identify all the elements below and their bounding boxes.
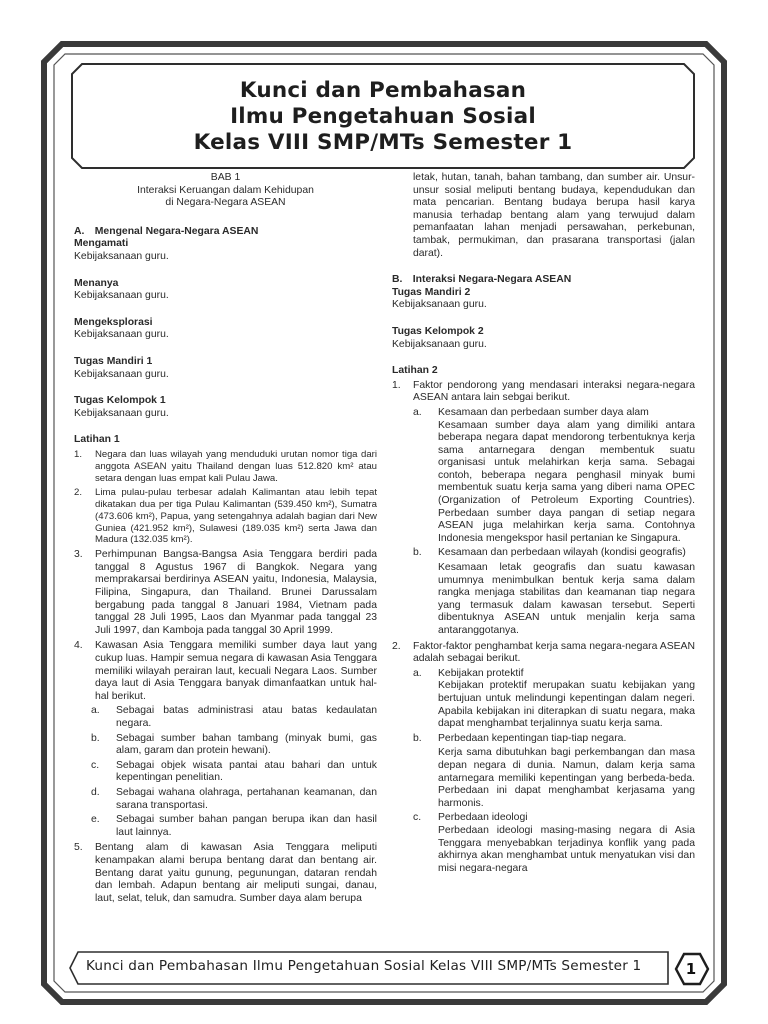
list-item: 3. Perhimpunan Bangsa-Bangsa Asia Tenggara berdiri pada tanggal 8 Agustus 1967 di Bangkok. Negara yang memprakarsai berdirinya ASEAN yaitu, Indonesia, Malaysia, Filipina, Singapura, dan Thailand. Brunei Darussalam bergabung pada tanggal 8 Januari 1984, Vietnam pada tanggal 28 Juli 1995, Laos dan Myanmar pada tanggal 23 Juli 1997, dan Kamboja pada tanggal 30 April 1999. bbox=[74, 549, 377, 636]
latihan-2-item-2: Faktor-faktor penghambat kerja sama negara-negara ASEAN adalah sebagai berikut. bbox=[413, 640, 695, 665]
item-1b-body: Kesamaan letak geografis dan suatu kawasan umumnya menimbulkan bentuk kerja sama dalam rangka menjaga stabilitas dan keamanan tiap negara yang termasuk dalam kawasan tersebut. Seperti dibentuknya ASEAN untuk menjalin kerja sama antaranggotanya. bbox=[438, 562, 695, 636]
latihan-1-item-5: Bentang alam di kawasan Asia Tenggara meliputi kenampakan alami berupa bentang darat dan bentang air. Bentang darat yaitu gunung, pegunungan, dataran rendah dan lembah. Adapun bentang air meliputi sungai, danau, laut, selat, teluk, dan samudra. Sumber daya alam berupa bbox=[95, 842, 377, 904]
title-line-2: Ilmu Pengetahuan Sosial bbox=[230, 104, 536, 129]
section-a-heading: A. Mengenal Negara-Negara ASEAN bbox=[74, 225, 259, 237]
list-item: 1. Negara dan luas wilayah yang menduduki urutan nomor tiga dari anggota ASEAN yaitu Thailand dengan luas 512.820 km² atau setara dengan luas empat kali Pulau Jawa. bbox=[74, 448, 377, 484]
chapter-number: BAB 1 bbox=[210, 172, 241, 183]
section-b-heading: B. Interaksi Negara-Negara ASEAN bbox=[392, 274, 572, 286]
item-4b: Sebagai sumber bahan tambang (minyak bumi, gas alam, garam dan protein hewani). bbox=[116, 732, 377, 757]
item-1a-body: Kesamaan sumber daya alam yang dimiliki antara beberapa negara dapat mendorong terbentuknya kerja sama antarnegara dengan membentuk suatu organisasi untuk melahirkan kerja sama. Sebagai contoh, beberapa negara penghasil minyak bumi membentuk suatu kerja sama yang diberi nama OPEC (Organization of Petroleum Exporting Countries). Perbedaan sumber daya pangan di setiap negara ASEAN juga melahirkan kerja sama. Contohnya Indonesia mengekspor hasil pertanian ke Singapura. bbox=[438, 419, 695, 544]
page-number: 1 bbox=[685, 960, 697, 978]
list-item: b. Kesamaan dan perbedaan wilayah (kondisi geografis) Kesamaan letak geografis dan suatu kawasan umumnya menimbulkan bentuk kerja sama dalam rangka menjaga stabilitas dan keamanan tiap negara yang termasuk dalam kawasan tersebut. Seperti dibentuknya ASEAN untuk menjalin kerja sama antaranggotanya. bbox=[413, 547, 695, 636]
left-column bbox=[74, 172, 377, 905]
tugas-mandiri-2-heading: Tugas Mandiri 2 bbox=[392, 286, 471, 298]
tugas-kelompok-2-answer: Kebijaksanaan guru. bbox=[392, 338, 487, 350]
mengeksplorasi-heading: Mengeksplorasi bbox=[74, 316, 153, 328]
list-item: b. Perbedaan kepentingan tiap-tiap negara. Kerja sama dibutuhkan bagi perkembangan dan masa depan negara di dunia. Namun, dalam kerja sama antarnegara memiliki kepentingan yang berbeda-beda. Perbedaan ini dapat menghambat kerjasama yang harmonis. bbox=[413, 732, 695, 809]
tugas-mandiri-2-answer: Kebijaksanaan guru. bbox=[392, 299, 487, 311]
tugas-kelompok-2-heading: Tugas Kelompok 2 bbox=[392, 325, 484, 337]
mengamati-answer: Kebijaksanaan guru. bbox=[74, 250, 169, 262]
list-item: 4. Kawasan Asia Tenggara memiliki sumber daya laut yang cukup luas. Hampir semua negara di kawasan Asia Tenggara memiliki wilayah perairan laut, kecuali Negara Laos. Sumber daya laut di Asia Tenggara banyak dimanfaatkan untuk hal-hal berikut. a. Sebagai batas administrasi atau batas kedaulatan negara. b. Sebagai sumber bahan tambang (minyak bumi, gas alam, garam dan protein hewani). c. Sebagai objek wisata pantai atau bahari dan untuk kepentingan penelitian. d. Sebagai wahana olahraga, pertahanan keamanan, dan sarana transportasi. e. Sebagai sumber bahan pangan berupa ikan dan hasil laut lainnya. bbox=[74, 640, 377, 838]
chapter-title-line-1: Interaksi Keruangan dalam Kehidupan bbox=[137, 184, 314, 196]
document-title bbox=[72, 66, 694, 166]
menanya-heading: Menanya bbox=[74, 277, 119, 289]
latihan-1-item-1: Negara dan luas wilayah yang menduduki urutan nomor tiga dari anggota ASEAN yaitu Thailand dengan luas 512.820 km² atau setara dengan luas empat kali Pulau Jawa. bbox=[95, 448, 377, 484]
list-item: 2. Lima pulau-pulau terbesar adalah Kalimantan atau lebih tepat dikatakan dua per tiga Pulau Kalimantan (539.450 km²), Sumatra (473.606 km²), Papua, yang setengahnya adalah bagian dari New Guniea (421.952 km²), Sulawesi (189.035 km²) serta Jawa dan Madura (132.035 km²). bbox=[74, 487, 377, 546]
tugas-mandiri-1-heading: Tugas Mandiri 1 bbox=[74, 355, 153, 367]
list-item: 2. Faktor-faktor penghambat kerja sama negara-negara ASEAN adalah sebagai berikut. a. Kebijakan protektif Kebijakan protektif merupakan suatu kebijakan yang bertujuan untuk melindungi kepentingan dalam negeri. Apabila kebijakan ini diterapkan di suatu negara, maka dapat menghambat terjalinnya suatu kerja sama. b. Perbedaan kepentingan tiap-tiap negara. Kerja sama dibutuhkan bagi perkembangan dan masa depan negara di dunia. Namun, dalam kerja sama antarnegara memiliki kepentingan yang berbeda-beda. Perbedaan ini dapat menghambat kerjasama yang harmonis. c. Perbedaan ideologi Perbedaan ideologi masing-masing negara di Asia Tenggara menyebabkan terjadinya konflik yang pada akhirnya akan menghambat untuk menyatukan visi dan misi negara-negara bbox=[392, 640, 695, 874]
right-column bbox=[392, 172, 695, 875]
latihan-1-item-4: Kawasan Asia Tenggara memiliki sumber daya laut yang cukup luas. Hampir semua negara di kawasan Asia Tenggara memiliki wilayah perairan laut, kecuali Negara Laos. Sumber daya laut di Asia Tenggara banyak dimanfaatkan untuk hal-hal berikut. bbox=[95, 640, 377, 702]
list-item: e. Sebagai sumber bahan pangan berupa ikan dan hasil laut lainnya. bbox=[91, 814, 377, 838]
mengeksplorasi-answer: Kebijaksanaan guru. bbox=[74, 329, 169, 341]
item-2b-title: Perbedaan kepentingan tiap-tiap negara. bbox=[438, 732, 627, 744]
list-item: a. Kebijakan protektif Kebijakan protektif merupakan suatu kebijakan yang bertujuan untuk melindungi kepentingan dalam negeri. Apabila kebijakan ini diterapkan di suatu negara, maka dapat menghambat terjalinnya suatu kerja sama. bbox=[413, 667, 695, 730]
footer-title: Kunci dan Pembahasan Ilmu Pengetahuan Sosial Kelas VIII SMP/MTs Semester 1 bbox=[86, 958, 642, 974]
latihan-1-item-3: Perhimpunan Bangsa-Bangsa Asia Tenggara berdiri pada tanggal 8 Agustus 1967 di Bangkok. Negara yang memprakarsai berdirinya ASEAN yaitu, Indonesia, Malaysia, Filipina, Singapura, dan Thailand. Brunei Darussalam bergabung pada tanggal 8 Januari 1984, Vietnam pada tanggal 28 Juli 1995, Laos dan Myanmar pada tanggal 23 Juli 1997, dan Kamboja pada tanggal 30 April 1999. bbox=[95, 549, 377, 636]
latihan-2-heading: Latihan 2 bbox=[392, 365, 438, 377]
tugas-kelompok-1-answer: Kebijaksanaan guru. bbox=[74, 407, 169, 419]
tugas-kelompok-1-heading: Tugas Kelompok 1 bbox=[74, 395, 166, 407]
item-1a-title: Kesamaan dan perbedaan sumber daya alam bbox=[438, 406, 649, 418]
list-item: c. Sebagai objek wisata pantai atau bahari dan untuk kepentingan penelitian. bbox=[91, 759, 377, 784]
tugas-mandiri-1-answer: Kebijaksanaan guru. bbox=[74, 368, 169, 380]
item-2b-body: Kerja sama dibutuhkan bagi perkembangan dan masa depan negara di dunia. Namun, dalam kerja sama antarnegara memiliki kepentingan yang berbeda-beda. Perbedaan ini dapat menghambat kerjasama yang harmonis. bbox=[438, 747, 695, 809]
chapter-title-line-2: di Negara-Negara ASEAN bbox=[165, 197, 286, 209]
item-2a-title: Kebijakan protektif bbox=[438, 667, 524, 679]
list-item: 5. Bentang alam di kawasan Asia Tenggara meliputi kenampakan alami berupa bentang darat dan bentang air. Bentang darat yaitu gunung, pegunungan, dataran rendah dan lembah. Adapun bentang air meliputi sungai, danau, laut, selat, teluk, dan samudra. Sumber daya alam berupa bbox=[74, 842, 377, 904]
title-line-1: Kunci dan Pembahasan bbox=[239, 78, 527, 103]
item-4d: Sebagai wahana olahraga, pertahanan keamanan, dan sarana transportasi. bbox=[116, 786, 377, 811]
list-item: d. Sebagai wahana olahraga, pertahanan keamanan, dan sarana transportasi. bbox=[91, 786, 377, 811]
item-1b-title: Kesamaan dan perbedaan wilayah (kondisi geografis) bbox=[438, 547, 686, 559]
item-2c-title: Perbedaan ideologi bbox=[438, 812, 528, 824]
item-2c-body: Perbedaan ideologi masing-masing negara di Asia Tenggara menyebabkan terjadinya konflik yang pada akhirnya akan menghambat untuk menyatukan visi dan misi negara-negara bbox=[438, 824, 695, 874]
latihan-1-item-2: Lima pulau-pulau terbesar adalah Kalimantan atau lebih tepat dikatakan dua per tiga Pulau Kalimantan (539.450 km²), Sumatra (473.606 km²), Papua, yang setengahnya adalah bagian dari New Guniea (421.952 km²), Sulawesi (189.035 km²) serta Jawa dan Madura (132.035 km²). bbox=[95, 487, 377, 546]
list-item: b. Sebagai sumber bahan tambang (minyak bumi, gas alam, garam dan protein hewani). bbox=[91, 732, 377, 757]
item-4c: Sebagai objek wisata pantai atau bahari dan untuk kepentingan penelitian. bbox=[116, 759, 377, 784]
list-item: a. Kesamaan dan perbedaan sumber daya alam Kesamaan sumber daya alam yang dimiliki antara beberapa negara dapat mendorong terbentuknya kerja sama antarnegara dengan membentuk suatu organisasi untuk melahirkan kerja sama. Sebagai contoh, beberapa negara penghasil minyak bumi membentuk suatu kerja sama yang diberi nama OPEC (Organization of Petroleum Exporting Countries). Perbedaan sumber daya pangan di setiap negara ASEAN juga melahirkan kerja sama. Contohnya Indonesia mengekspor hasil pertanian ke Singapura. bbox=[413, 406, 695, 544]
list-item: c. Perbedaan ideologi Perbedaan ideologi masing-masing negara di Asia Tenggara menyebabkan terjadinya konflik yang pada akhirnya akan menghambat untuk menyatukan visi dan misi negara-negara bbox=[413, 812, 695, 874]
continued-paragraph: letak, hutan, tanah, bahan tambang, dan sumber air. Unsur-unsur sosial meliputi bentang budaya, kependudukan dan mata pencarian. Bentang budaya berupa hasil karya manusia terhadap bentang alam yang terwujud dalam pemanfaatan lahan menjadi persawahan, perkebunan, tambak, permukiman, dan prasarana transportasi (jalan darat). bbox=[413, 172, 695, 259]
item-2a-body: Kebijakan protektif merupakan suatu kebijakan yang bertujuan untuk melindungi kepentingan dalam negeri. Apabila kebijakan ini diterapkan di suatu negara, maka dapat menghambat terjalinnya suatu kerja sama. bbox=[438, 680, 695, 730]
title-line-3: Kelas VIII SMP/MTs Semester 1 bbox=[193, 130, 573, 155]
list-item: 1. Faktor pendorong yang mendasari interaksi negara-negara ASEAN antara lain sebgai berikut. a. Kesamaan dan perbedaan sumber daya alam Kesamaan sumber daya alam yang dimiliki antara beberapa negara dapat mendorong terbentuknya kerja sama antarnegara dengan membentuk suatu organisasi untuk melahirkan kerja sama. Sebagai contoh, beberapa negara penghasil minyak bumi membentuk suatu kerja sama yang diberi nama OPEC (Organization of Petroleum Exporting Countries). Perbedaan sumber daya pangan di setiap negara ASEAN juga melahirkan kerja sama. Contohnya Indonesia mengekspor hasil pertanian ke Singapura. b. Kesamaan dan perbedaan wilayah (kondisi geografis) Kesamaan letak geografis dan suatu kawasan umumnya menimbulkan bentuk kerja sama dalam rangka menjaga stabilitas dan keamanan tiap negara yang termasuk dalam kawasan tersebut. Seperti dibentuknya ASEAN untuk menjalin kerja sama antaranggotanya. bbox=[392, 379, 695, 636]
latihan-2-item-1: Faktor pendorong yang mendasari interaksi negara-negara ASEAN antara lain sebgai berikut. bbox=[413, 379, 695, 404]
menanya-answer: Kebijaksanaan guru. bbox=[74, 290, 169, 302]
item-4e: Sebagai sumber bahan pangan berupa ikan dan hasil laut lainnya. bbox=[116, 814, 377, 838]
latihan-1-heading: Latihan 1 bbox=[74, 434, 120, 446]
list-item: a. Sebagai batas administrasi atau batas kedaulatan negara. bbox=[91, 705, 377, 729]
mengamati-heading: Mengamati bbox=[74, 238, 129, 250]
item-4a: Sebagai batas administrasi atau batas kedaulatan negara. bbox=[116, 705, 377, 729]
